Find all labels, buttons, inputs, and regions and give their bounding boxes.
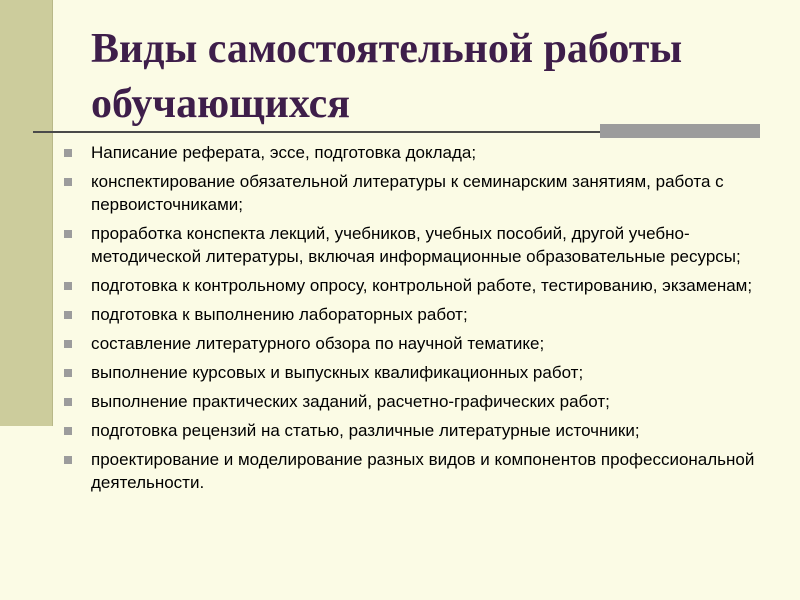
square-bullet-icon — [64, 456, 72, 464]
square-bullet-icon — [64, 230, 72, 238]
square-bullet-icon — [64, 398, 72, 406]
bullet-text: подготовка к контрольному опросу, контрольной работе, тестированию, экзаменам; — [91, 276, 753, 295]
bullet-item — [64, 332, 784, 355]
bullet-text: Написание реферата, эссе, подготовка доклада; — [91, 143, 477, 162]
bullet-text: подготовка рецензий на статью, различные литературные источники; — [91, 421, 640, 440]
bullet-list — [64, 141, 784, 500]
bullet-text: выполнение курсовых и выпускных квалификационных работ; — [91, 363, 584, 382]
bullet-item — [64, 170, 784, 216]
bullet-text: составление литературного обзора по научной тематике; — [91, 334, 545, 353]
square-bullet-icon — [64, 427, 72, 435]
bullet-item — [64, 361, 784, 384]
square-bullet-icon — [64, 178, 72, 186]
bullet-item — [64, 390, 784, 413]
square-bullet-icon — [64, 369, 72, 377]
title-underline-block — [600, 124, 760, 138]
bullet-text: конспектирование обязательной литературы к семинарским занятиям, работа с первоисточниками; — [91, 172, 724, 214]
side-accent-bar — [0, 0, 53, 426]
bullet-item — [64, 222, 784, 268]
bullet-text: выполнение практических заданий, расчетно-графических работ; — [91, 392, 610, 411]
square-bullet-icon — [64, 340, 72, 348]
bullet-item — [64, 141, 784, 164]
bullet-text: подготовка к выполнению лабораторных работ; — [91, 305, 468, 324]
square-bullet-icon — [64, 282, 72, 290]
square-bullet-icon — [64, 149, 72, 157]
bullet-item — [64, 448, 784, 494]
square-bullet-icon — [64, 311, 72, 319]
bullet-item — [64, 419, 784, 442]
bullet-text: проработка конспекта лекций, учебников, учебных пособий, другой учебно-методической литературы, включая информационные образовательные ресурсы; — [91, 224, 741, 266]
bullet-item — [64, 303, 784, 326]
bullet-item — [64, 274, 784, 297]
bullet-text: проектирование и моделирование разных видов и компонентов профессиональной деятельности. — [91, 450, 755, 492]
slide-title: Виды самостоятельной работы обучающихся — [91, 26, 683, 127]
